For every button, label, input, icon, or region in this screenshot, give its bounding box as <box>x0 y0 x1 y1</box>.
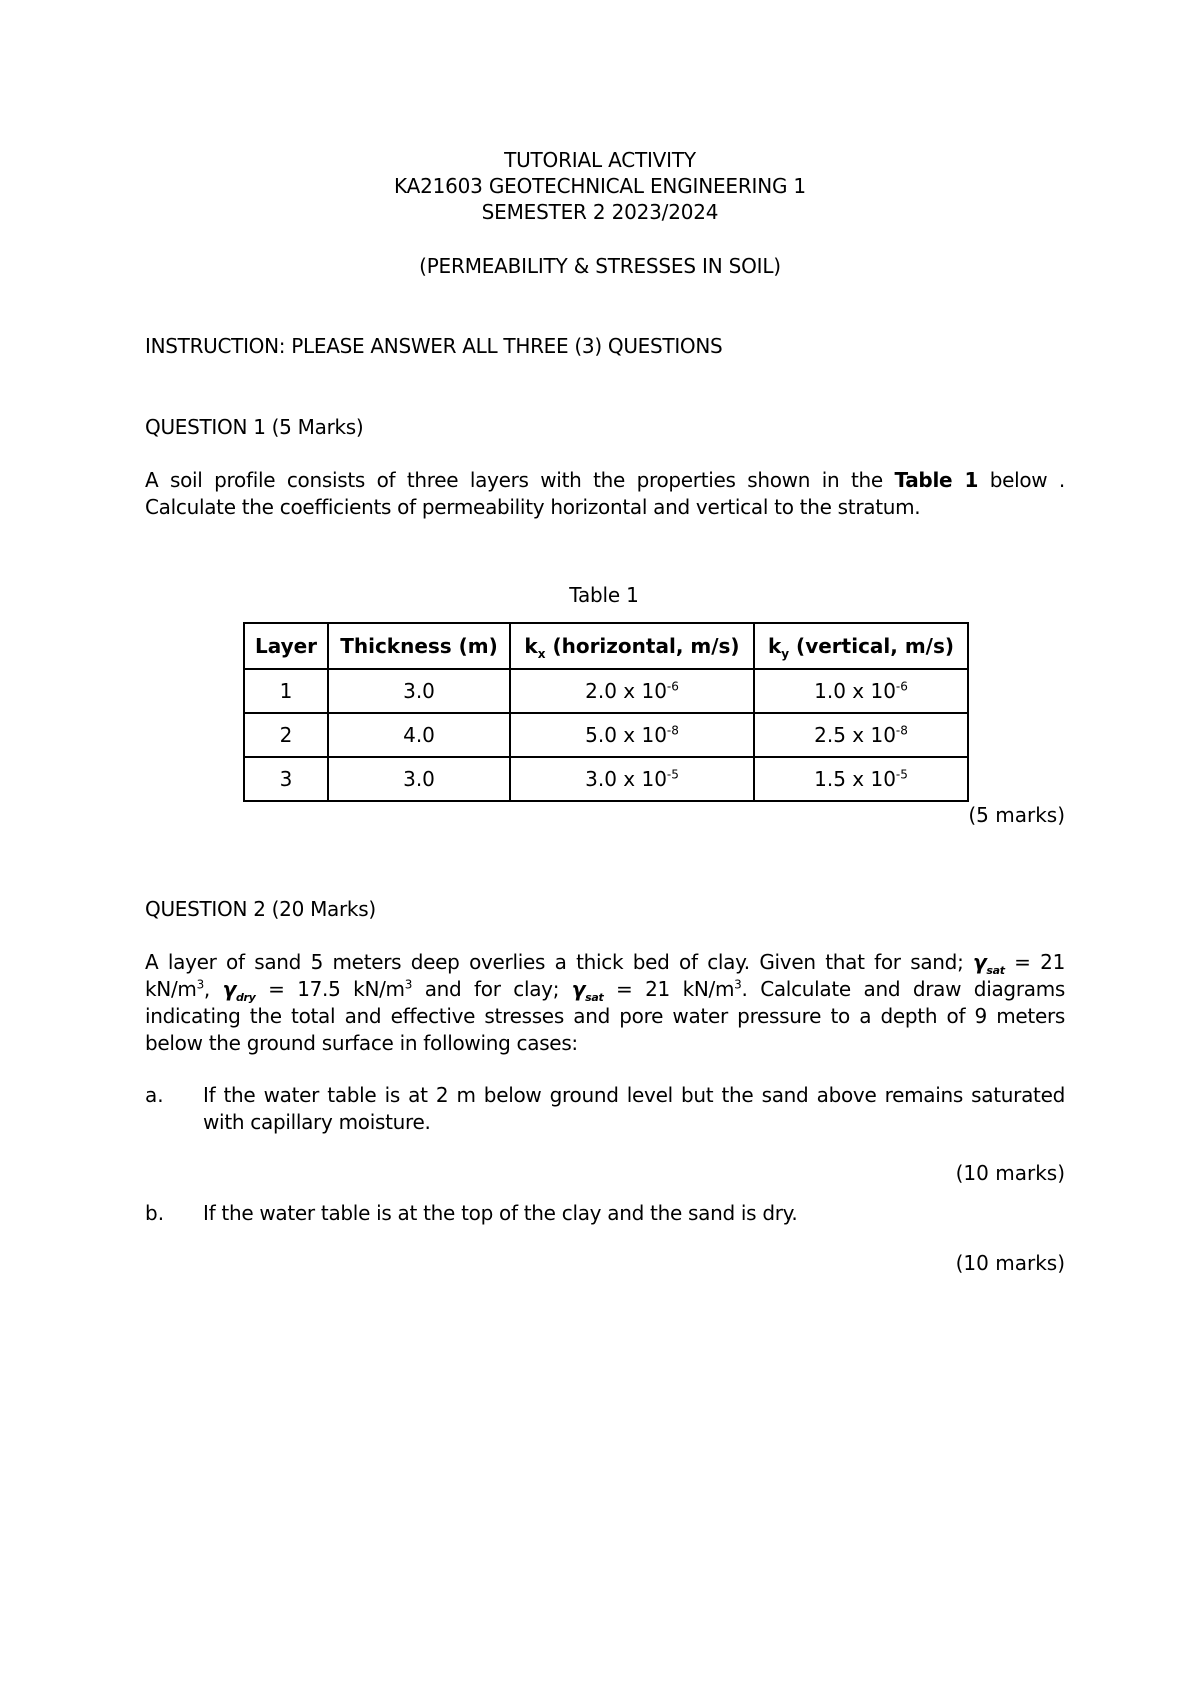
cell-ky <box>754 757 968 801</box>
question-1-text <box>145 467 1065 521</box>
ky-exponent: -6 <box>895 679 908 694</box>
item-a-text: If the water table is at 2 m below ground level but the sand above remains saturated with capillary moisture. <box>203 1083 1065 1134</box>
question-1-text-b: below . Calculate the coefficients of permeability horizontal and vertical to the stratum. <box>145 468 1065 519</box>
cell-kx <box>510 669 754 713</box>
header-subtitle: (PERMEABILITY & STRESSES IN SOIL) <box>419 254 781 278</box>
q2-text-1: A layer of sand 5 meters deep overlies a thick bed of clay. Given that for sand; <box>145 950 974 974</box>
item-a-letter: a. <box>145 1083 164 1107</box>
cell-kx <box>510 713 754 757</box>
header-line-1: TUTORIAL ACTIVITY <box>504 148 696 172</box>
table-header-row <box>244 623 968 669</box>
ky-symbol: k <box>767 634 782 658</box>
cell-kx <box>510 757 754 801</box>
table-row <box>244 757 968 801</box>
ky-mantissa: 2.5 x 10 <box>814 723 896 747</box>
header-line-2: KA21603 GEOTECHNICAL ENGINEERING 1 <box>394 174 806 198</box>
question-1-text-table-ref: Table 1 <box>894 468 979 492</box>
cube-superscript: 3 <box>734 977 742 992</box>
cube-superscript: 3 <box>196 977 204 992</box>
col-header-thickness: Thickness (m) <box>328 623 510 669</box>
cell-thickness: 4.0 <box>328 713 510 757</box>
ky-mantissa: 1.5 x 10 <box>814 767 896 791</box>
table-row <box>244 669 968 713</box>
cell-layer: 1 <box>244 669 328 713</box>
header-line-3: SEMESTER 2 2023/2024 <box>481 200 719 224</box>
kx-unit: (horizontal, m/s) <box>545 634 740 658</box>
cell-ky <box>754 669 968 713</box>
question-1-heading: QUESTION 1 (5 Marks) <box>145 415 364 439</box>
gamma-symbol: γ <box>222 977 236 1001</box>
item-a-marks: (10 marks) <box>955 1161 1065 1185</box>
instruction: INSTRUCTION: PLEASE ANSWER ALL THREE (3) QUESTIONS <box>145 334 723 358</box>
kx-exponent: -6 <box>666 679 679 694</box>
q2-text-3: , <box>203 977 223 1001</box>
q2-text-4: = 17.5 kN/m <box>255 977 405 1001</box>
gamma-symbol: γ <box>571 977 586 1001</box>
q2-text-7: . Calculate and draw diagrams indicating the total and effective stresses and pore water pressure to a depth of 9 meters below the ground surface in following cases: <box>145 977 1065 1055</box>
item-b-text: If the water table is at the top of the clay and the sand is dry. <box>203 1201 798 1225</box>
permeability-table <box>243 622 969 802</box>
item-b-letter: b. <box>145 1201 165 1225</box>
question-2-heading: QUESTION 2 (20 Marks) <box>145 897 376 921</box>
kx-subscript: x <box>537 647 546 661</box>
item-b-marks: (10 marks) <box>955 1251 1065 1275</box>
kx-exponent: -8 <box>666 723 679 738</box>
kx-symbol: k <box>524 634 538 658</box>
q2-text-5: and for clay; <box>412 977 572 1001</box>
sat-subscript: sat <box>986 964 1005 977</box>
kx-exponent: -5 <box>666 767 679 782</box>
ky-exponent: -5 <box>895 767 908 782</box>
question-2-text <box>145 949 1065 1057</box>
cube-superscript: 3 <box>404 977 413 992</box>
col-header-layer: Layer <box>244 623 328 669</box>
question-1-marks: (5 marks) <box>968 803 1065 827</box>
ky-exponent: -8 <box>895 723 908 738</box>
cell-thickness: 3.0 <box>328 669 510 713</box>
kx-mantissa: 2.0 x 10 <box>585 679 667 703</box>
q2-text-2: = 21 kN/m <box>145 950 1065 1001</box>
ky-subscript: y <box>781 647 790 661</box>
cell-ky <box>754 713 968 757</box>
col-header-ky <box>754 623 968 669</box>
ky-unit: (vertical, m/s) <box>789 634 955 658</box>
table-caption: Table 1 <box>569 583 639 607</box>
kx-mantissa: 5.0 x 10 <box>585 723 667 747</box>
cell-layer: 3 <box>244 757 328 801</box>
col-header-kx <box>510 623 754 669</box>
q2-text-6: = 21 kN/m <box>603 977 735 1001</box>
kx-mantissa: 3.0 x 10 <box>585 767 667 791</box>
question-1-text-a: A soil profile consists of three layers with the properties shown in the <box>145 468 895 492</box>
table-row <box>244 713 968 757</box>
gamma-symbol: γ <box>973 950 987 974</box>
dry-subscript: dry <box>235 991 256 1004</box>
ky-mantissa: 1.0 x 10 <box>814 679 896 703</box>
sat-subscript: sat <box>585 991 604 1004</box>
cell-layer: 2 <box>244 713 328 757</box>
cell-thickness: 3.0 <box>328 757 510 801</box>
